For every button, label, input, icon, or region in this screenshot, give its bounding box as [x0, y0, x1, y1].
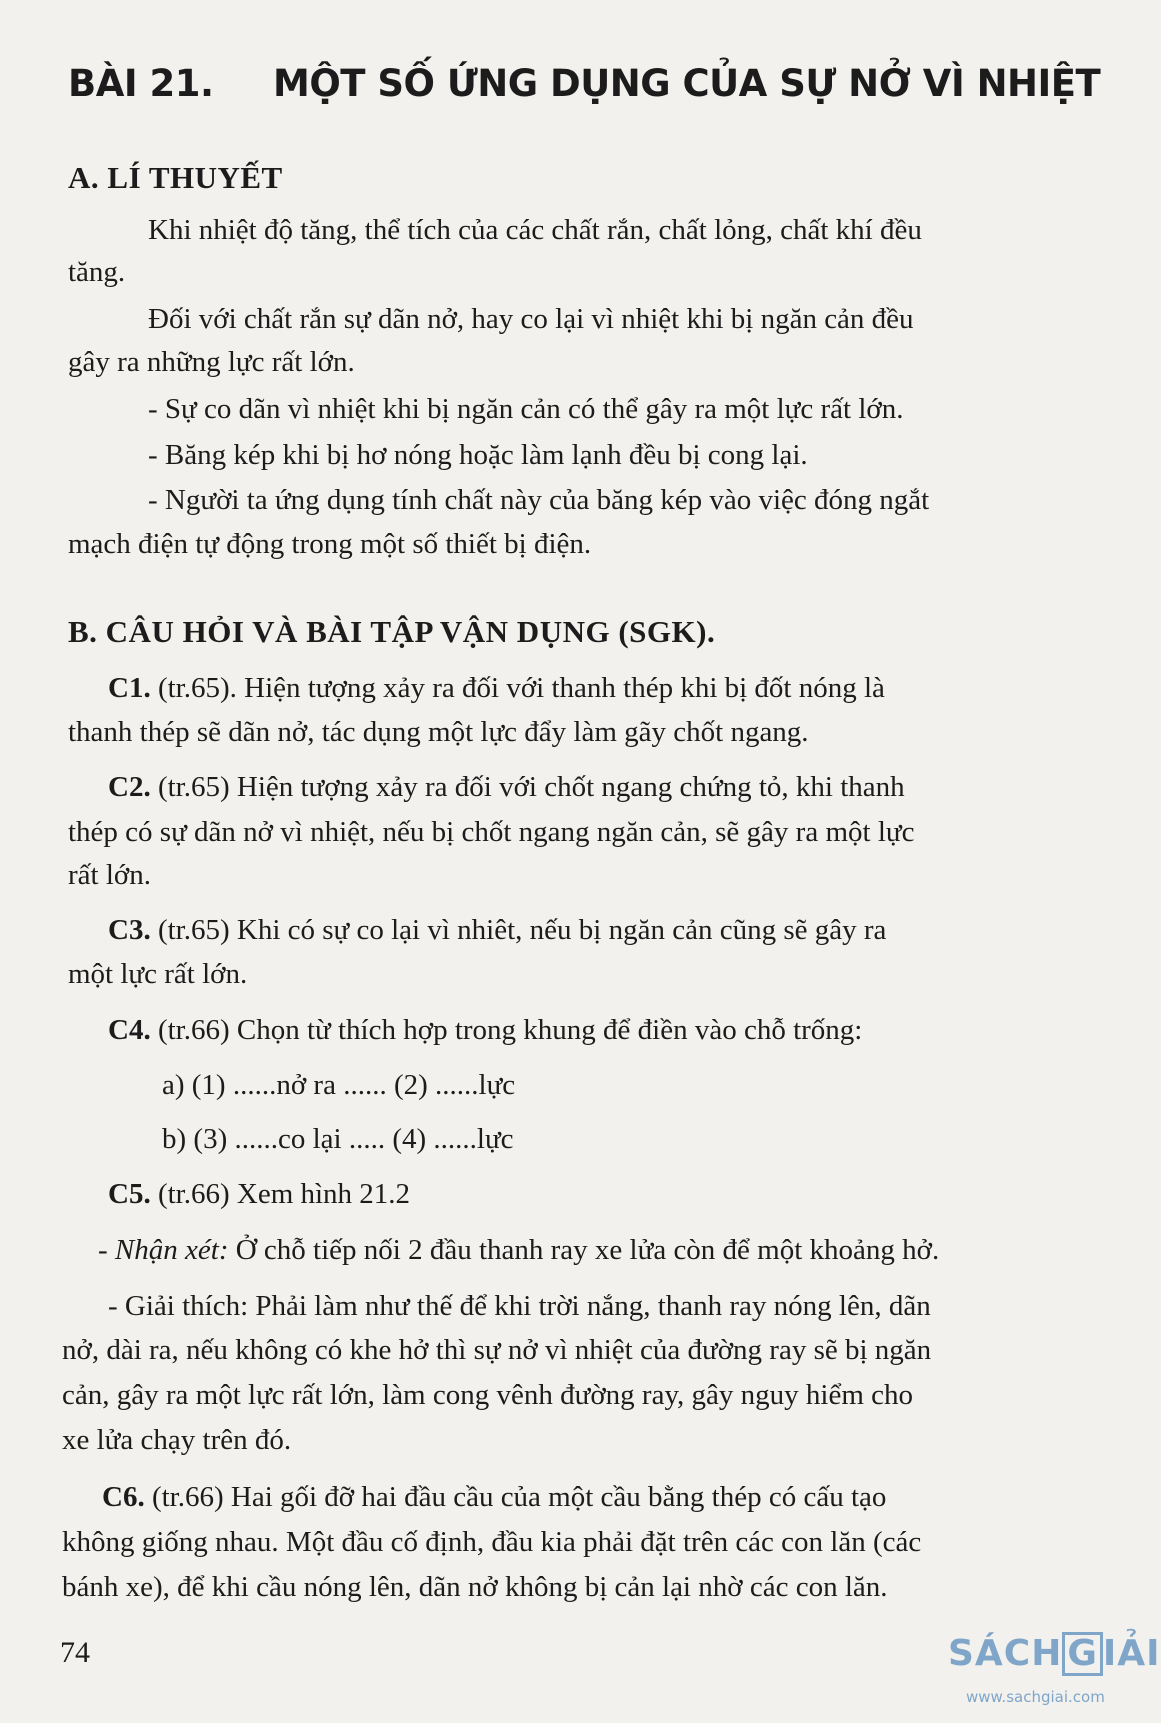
section-a-heading: A. LÍ THUYẾT: [68, 160, 283, 195]
bullet-line: - Người ta ứng dụng tính chất này của băng kép vào việc đóng ngắt: [148, 484, 930, 516]
answer-text: (tr.65). Hiện tượng xảy ra đối với thanh thép khi bị đốt nóng là: [157, 672, 885, 704]
text-line: rất lớn.: [68, 859, 151, 891]
question-label: C3.: [108, 914, 151, 946]
text-line: Khi nhiệt độ tăng, thể tích của các chất rắn, chất lỏng, chất khí đều: [148, 214, 922, 246]
question-c4: [108, 1008, 862, 1052]
logo-url[interactable]: www.sachgiai.com: [966, 1688, 1105, 1706]
question-c3: [108, 908, 886, 952]
remark-dash: -: [98, 1234, 115, 1266]
question-label: C4.: [108, 1014, 151, 1046]
text-line: không giống nhau. Một đầu cố định, đầu kia phải đặt trên các con lăn (các: [62, 1526, 922, 1558]
page-number: 74: [60, 1636, 90, 1669]
question-label: C2.: [108, 771, 151, 803]
text-line: - Giải thích: Phải làm như thế để khi trời nắng, thanh ray nóng lên, dãn: [108, 1290, 931, 1322]
question-label: C1.: [108, 672, 151, 704]
answer-text: (tr.66) Hai gối đỡ hai đầu cầu của một cầu bằng thép có cấu tạo: [151, 1481, 887, 1513]
question-label: C5.: [108, 1178, 151, 1210]
text-line: tăng.: [68, 256, 126, 288]
text-line: xe lửa chạy trên đó.: [62, 1424, 292, 1456]
text-line: cản, gây ra một lực rất lớn, làm cong vênh đường ray, gây nguy hiểm cho: [62, 1379, 914, 1411]
bullet-line: - Băng kép khi bị hơ nóng hoặc làm lạnh đều bị cong lại.: [148, 439, 808, 471]
question-c5: [108, 1172, 410, 1216]
question-c6: [102, 1475, 886, 1519]
logo-text-right: IẢI: [1102, 1633, 1161, 1674]
answer-text: (tr.66) Xem hình 21.2: [157, 1178, 411, 1210]
question-label: C6.: [102, 1481, 145, 1513]
logo-box-letter: G: [1062, 1632, 1103, 1676]
remark-text: Ở chỗ tiếp nối 2 đầu thanh ray xe lửa còn để một khoảng hở.: [228, 1234, 940, 1266]
sachgiai-logo[interactable]: [948, 1620, 1161, 1715]
logo-wordmark: [948, 1632, 1161, 1676]
answer-text: (tr.66) Chọn từ thích hợp trong khung để điền vào chỗ trống:: [157, 1014, 863, 1046]
fill-answer-b: b) (3) ......co lại ..... (4) ......lực: [162, 1123, 514, 1155]
answer-text: (tr.65) Khi có sự co lại vì nhiêt, nếu bị ngăn cản cũng sẽ gây ra: [157, 914, 887, 946]
logo-text-left: SÁCH: [948, 1633, 1063, 1674]
lesson-heading: MỘT SỐ ỨNG DỤNG CỦA SỰ NỞ VÌ NHIỆT: [273, 62, 1101, 105]
text-line: gây ra những lực rất lớn.: [68, 346, 355, 378]
text-line: bánh xe), để khi cầu nóng lên, dãn nở không bị cản lại nhờ các con lăn.: [62, 1571, 888, 1603]
answer-text: (tr.65) Hiện tượng xảy ra đối với chốt ngang chứng tỏ, khi thanh: [157, 771, 905, 803]
question-c1: [108, 666, 885, 710]
text-line: thép có sự dãn nở vì nhiệt, nếu bị chốt ngang ngăn cản, sẽ gây ra một lực: [68, 816, 915, 848]
remark-label: Nhận xét:: [114, 1234, 229, 1266]
fill-answer-a: a) (1) ......nở ra ...... (2) ......lực: [162, 1069, 516, 1101]
question-c2: [108, 765, 905, 809]
text-line: Đối với chất rắn sự dãn nở, hay co lại vì nhiệt khi bị ngăn cản đều: [148, 303, 914, 335]
remark-line: [98, 1228, 939, 1272]
text-line: nở, dài ra, nếu không có khe hở thì sự nở vì nhiệt của đường ray sẽ bị ngăn: [62, 1334, 932, 1366]
text-line: mạch điện tự động trong một số thiết bị điện.: [68, 528, 592, 560]
text-line: thanh thép sẽ dãn nở, tác dụng một lực đẩy làm gãy chốt ngang.: [68, 716, 809, 748]
lesson-number: BÀI 21.: [68, 62, 214, 105]
text-line: một lực rất lớn.: [68, 958, 248, 990]
bullet-line: - Sự co dãn vì nhiệt khi bị ngăn cản có thể gây ra một lực rất lớn.: [148, 393, 904, 425]
section-b-heading: B. CÂU HỎI VÀ BÀI TẬP VẬN DỤNG (SGK).: [68, 614, 716, 649]
